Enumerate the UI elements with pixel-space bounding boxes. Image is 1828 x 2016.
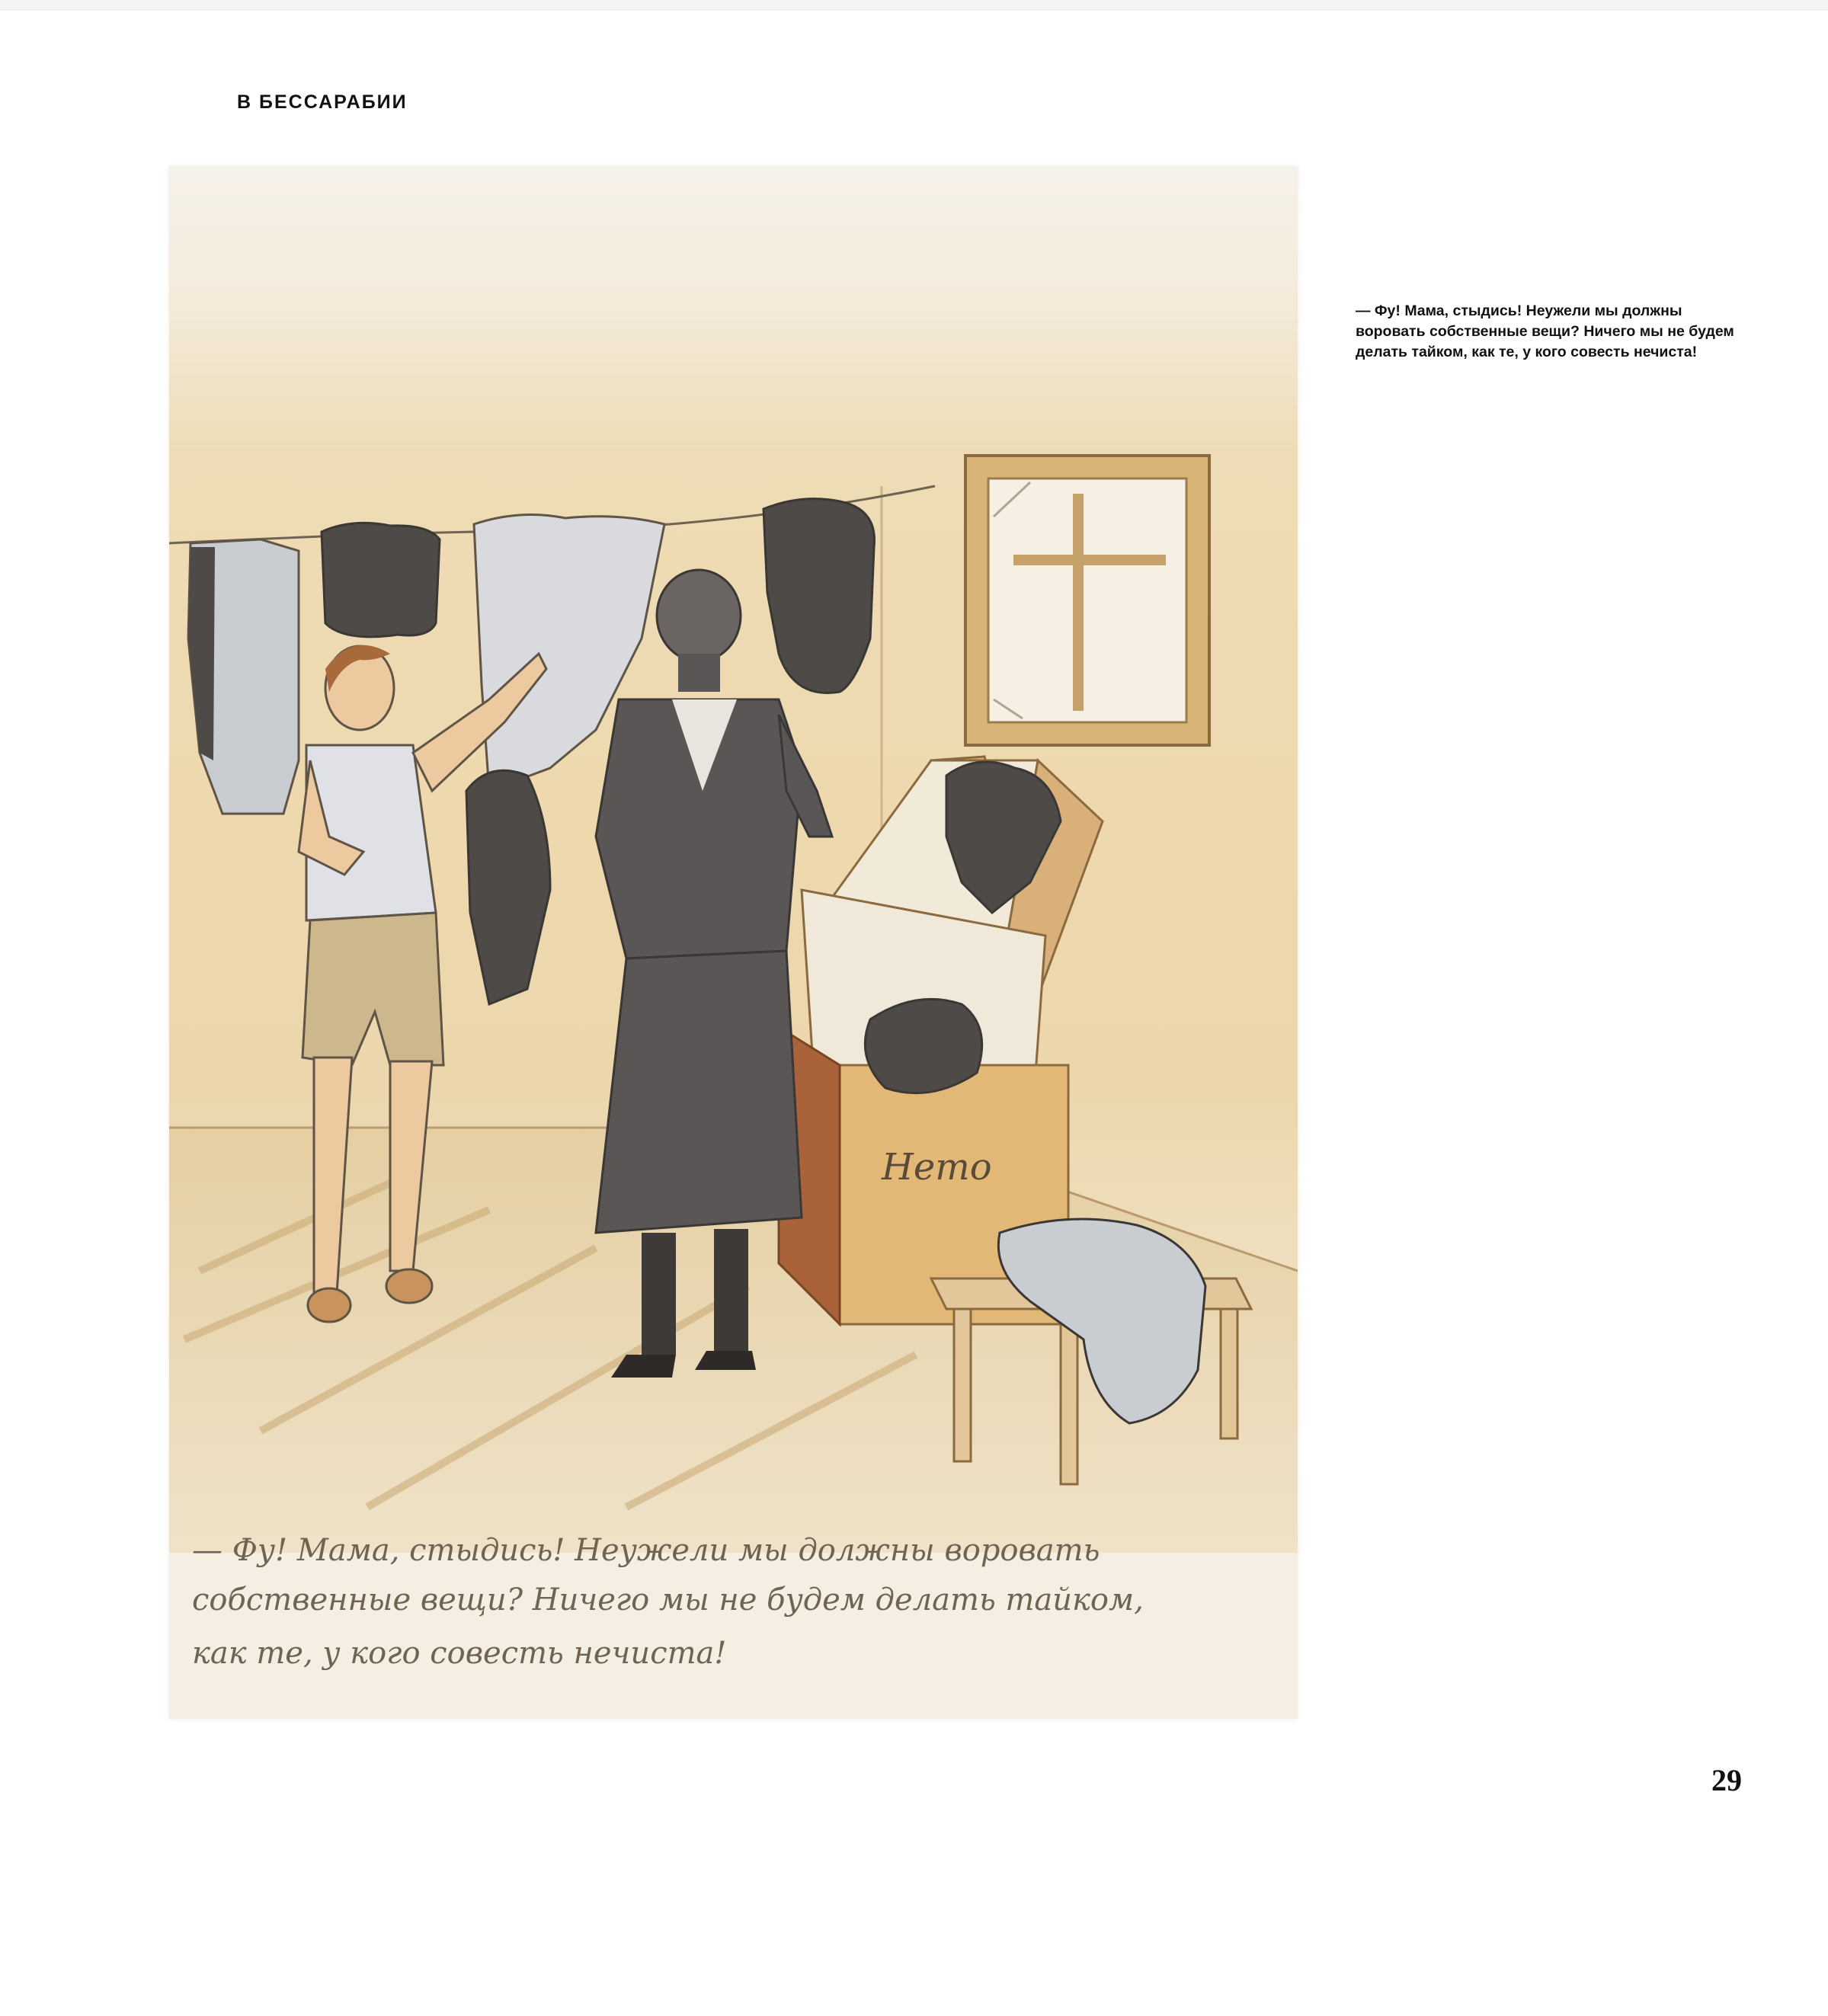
illustration-drawing [169, 166, 1298, 1719]
fur-dark-1 [322, 523, 440, 636]
trunk-label: Нето [882, 1146, 992, 1189]
handwritten-line-3: как те, у кого совесть нечиста! [192, 1636, 727, 1671]
window [965, 456, 1209, 745]
top-strip [0, 0, 1828, 11]
fur-in-trunk [865, 999, 981, 1093]
handwritten-line-2: собственные вещи? Ничего мы не будем делать тайком, [192, 1582, 1144, 1618]
illustration [169, 166, 1298, 1719]
running-head: В БЕССАРАБИИ [237, 91, 408, 113]
page-number: 29 [1711, 1763, 1742, 1797]
caption: — Фу! Мама, стыдись! Неужели мы должны воровать собственные вещи? Ничего мы не будем делать тайком, как те, у кого совесть нечиста! [1356, 302, 1734, 360]
handwritten-line-1: — Фу! Мама, стыдись! Неужели мы должны воровать [192, 1533, 1100, 1568]
